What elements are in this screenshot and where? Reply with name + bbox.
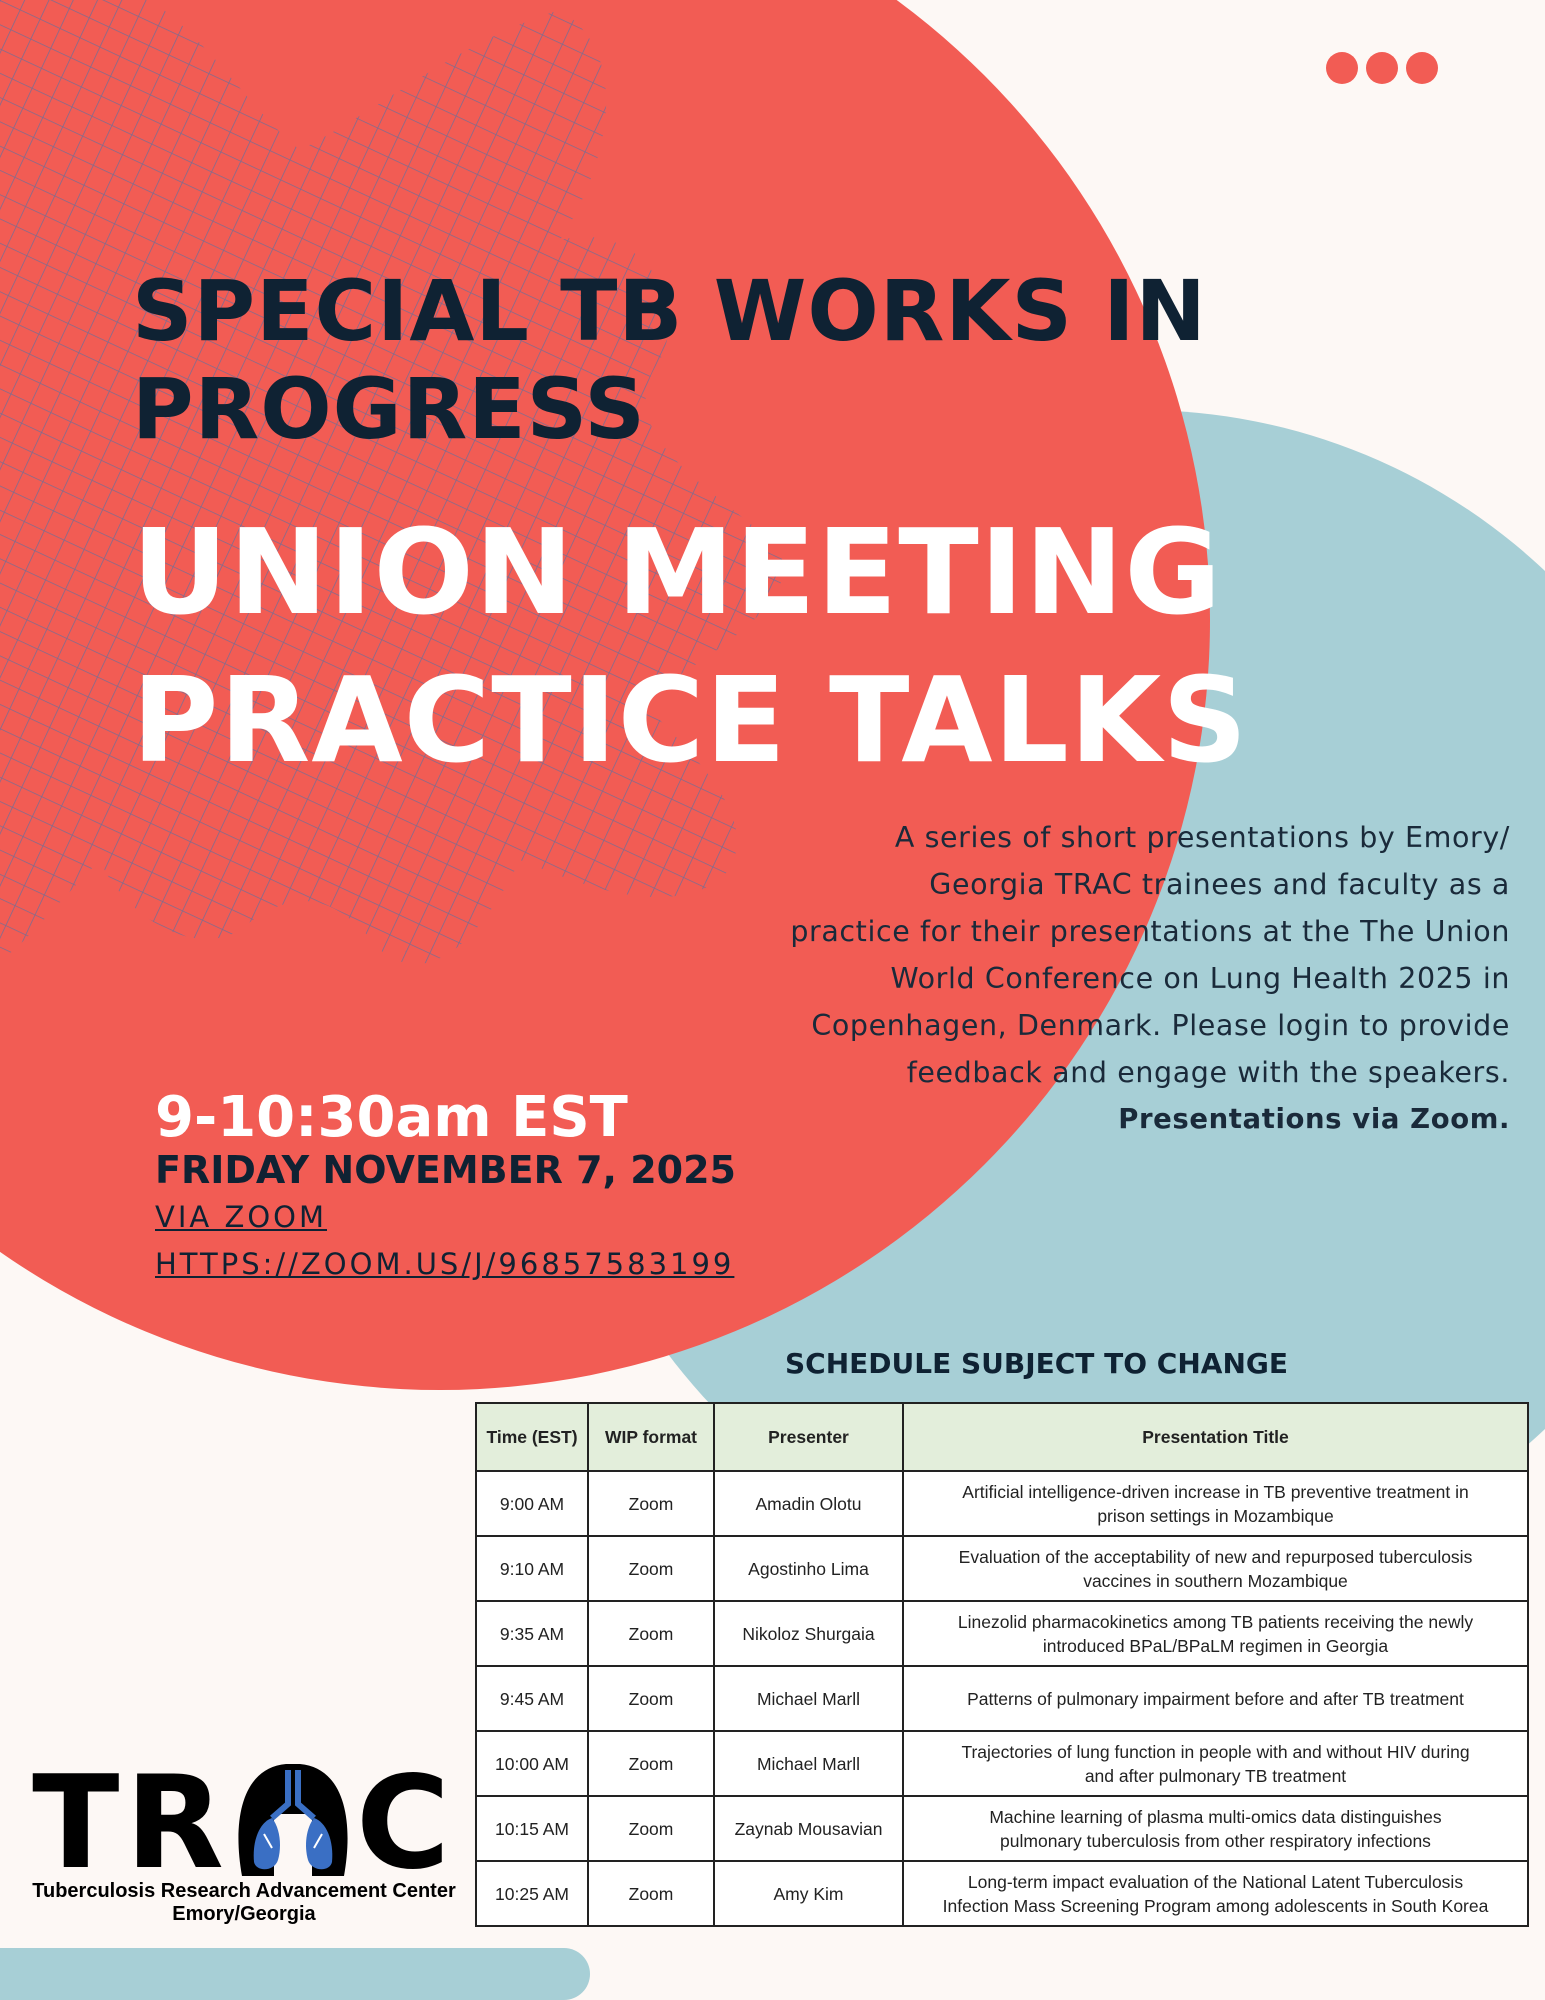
title-line-2: PROGRESS bbox=[132, 360, 646, 458]
cell-format: Zoom bbox=[588, 1731, 714, 1796]
cell-title bbox=[903, 1861, 1528, 1926]
cell-time: 10:15 AM bbox=[476, 1796, 588, 1861]
description-line: A series of short presentations by Emory/ bbox=[894, 821, 1510, 854]
table-row bbox=[476, 1796, 1528, 1861]
title-line: Infection Mass Screening Program among adolescents in South Korea bbox=[942, 1895, 1489, 1916]
title-line: Machine learning of plasma multi-omics data distinguishes bbox=[989, 1806, 1442, 1827]
logo-letter-c: C bbox=[355, 1749, 456, 1898]
lungs-icon bbox=[234, 1760, 352, 1882]
dot-icon bbox=[1406, 52, 1438, 84]
event-title bbox=[132, 498, 1248, 794]
zoom-url-link[interactable]: HTTPS://ZOOM.US/J/96857583199 bbox=[155, 1247, 735, 1281]
title-line: Patterns of pulmonary impairment before and after TB treatment bbox=[967, 1688, 1464, 1709]
description-line: Georgia TRAC trainees and faculty as a bbox=[929, 868, 1510, 901]
table-header-row bbox=[476, 1403, 1528, 1471]
cell-format: Zoom bbox=[588, 1536, 714, 1601]
title-line: pulmonary tuberculosis from other respiratory infections bbox=[1000, 1830, 1431, 1851]
title-line-3: UNION MEETING bbox=[132, 503, 1223, 641]
description-line: practice for their presentations at the The Union bbox=[790, 915, 1510, 948]
cell-time: 9:35 AM bbox=[476, 1601, 588, 1666]
cell-format: Zoom bbox=[588, 1861, 714, 1926]
title-line: Long-term impact evaluation of the National Latent Tuberculosis bbox=[967, 1871, 1464, 1892]
cell-format: Zoom bbox=[588, 1601, 714, 1666]
cell-presenter: Michael Marll bbox=[714, 1731, 903, 1796]
header-format: WIP format bbox=[588, 1403, 714, 1471]
cell-presenter: Zaynab Mousavian bbox=[714, 1796, 903, 1861]
cell-title bbox=[903, 1601, 1528, 1666]
dot-icon bbox=[1366, 52, 1398, 84]
title-line-1: SPECIAL TB WORKS IN bbox=[132, 262, 1207, 360]
cell-presenter: Agostinho Lima bbox=[714, 1536, 903, 1601]
header-title: Presentation Title bbox=[903, 1403, 1528, 1471]
title-line: vaccines in southern Mozambique bbox=[1083, 1570, 1348, 1591]
title-line-4: PRACTICE TALKS bbox=[132, 651, 1249, 789]
cell-presenter: Amadin Olotu bbox=[714, 1471, 903, 1536]
title-line: Trajectories of lung function in people with and without HIV during bbox=[961, 1741, 1470, 1762]
cell-format: Zoom bbox=[588, 1796, 714, 1861]
cell-title bbox=[903, 1536, 1528, 1601]
title-line: Artificial intelligence-driven increase in TB preventive treatment in bbox=[962, 1481, 1469, 1502]
title-line: prison settings in Mozambique bbox=[1097, 1505, 1334, 1526]
cell-time: 9:10 AM bbox=[476, 1536, 588, 1601]
schedule-notice: SCHEDULE SUBJECT TO CHANGE bbox=[785, 1347, 1289, 1380]
footer-bar bbox=[0, 1948, 590, 2000]
cell-title bbox=[903, 1471, 1528, 1536]
cell-time: 9:45 AM bbox=[476, 1666, 588, 1731]
cell-title bbox=[903, 1796, 1528, 1861]
cell-format: Zoom bbox=[588, 1471, 714, 1536]
title-line: and after pulmonary TB treatment bbox=[1084, 1765, 1347, 1786]
cell-title bbox=[903, 1731, 1528, 1796]
trac-logo bbox=[24, 1749, 464, 1926]
cell-time: 9:00 AM bbox=[476, 1471, 588, 1536]
cell-time: 10:25 AM bbox=[476, 1861, 588, 1926]
header-presenter: Presenter bbox=[714, 1403, 903, 1471]
event-description bbox=[740, 814, 1510, 1143]
table-row bbox=[476, 1536, 1528, 1601]
menu-dots[interactable] bbox=[1326, 52, 1438, 84]
event-time: 9-10:30am EST bbox=[155, 1085, 628, 1150]
table-row bbox=[476, 1731, 1528, 1796]
logo-letter-r: R bbox=[125, 1749, 230, 1898]
title-line: introduced BPaL/BPaLM regimen in Georgia bbox=[1042, 1635, 1389, 1656]
description-zoom-note: Presentations via Zoom. bbox=[1118, 1103, 1510, 1135]
logo-letter-t: T bbox=[32, 1749, 126, 1898]
title-line: Linezolid pharmacokinetics among TB patients receiving the newly bbox=[957, 1611, 1474, 1632]
cell-format: Zoom bbox=[588, 1666, 714, 1731]
title-line: Evaluation of the acceptability of new and repurposed tuberculosis bbox=[958, 1546, 1473, 1567]
cell-presenter: Amy Kim bbox=[714, 1861, 903, 1926]
table-row bbox=[476, 1471, 1528, 1536]
header-time: Time (EST) bbox=[476, 1403, 588, 1471]
logo-organization-sub: Emory/Georgia bbox=[172, 1903, 316, 1925]
description-line: Copenhagen, Denmark. Please login to provide bbox=[811, 1009, 1510, 1042]
description-line: feedback and engage with the speakers. bbox=[906, 1056, 1510, 1089]
dot-icon bbox=[1326, 52, 1358, 84]
table-row bbox=[476, 1861, 1528, 1926]
cell-presenter: Nikoloz Shurgaia bbox=[714, 1601, 903, 1666]
description-line: World Conference on Lung Health 2025 in bbox=[890, 962, 1510, 995]
event-series-title bbox=[132, 262, 1207, 458]
via-zoom-link[interactable]: VIA ZOOM bbox=[155, 1200, 327, 1234]
logo-organization-name: Tuberculosis Research Advancement Center bbox=[32, 1880, 456, 1902]
cell-presenter: Michael Marll bbox=[714, 1666, 903, 1731]
table-row bbox=[476, 1601, 1528, 1666]
event-date: FRIDAY NOVEMBER 7, 2025 bbox=[155, 1148, 736, 1192]
cell-title bbox=[903, 1666, 1528, 1731]
table-row bbox=[476, 1666, 1528, 1731]
schedule-table bbox=[475, 1402, 1529, 1927]
cell-time: 10:00 AM bbox=[476, 1731, 588, 1796]
